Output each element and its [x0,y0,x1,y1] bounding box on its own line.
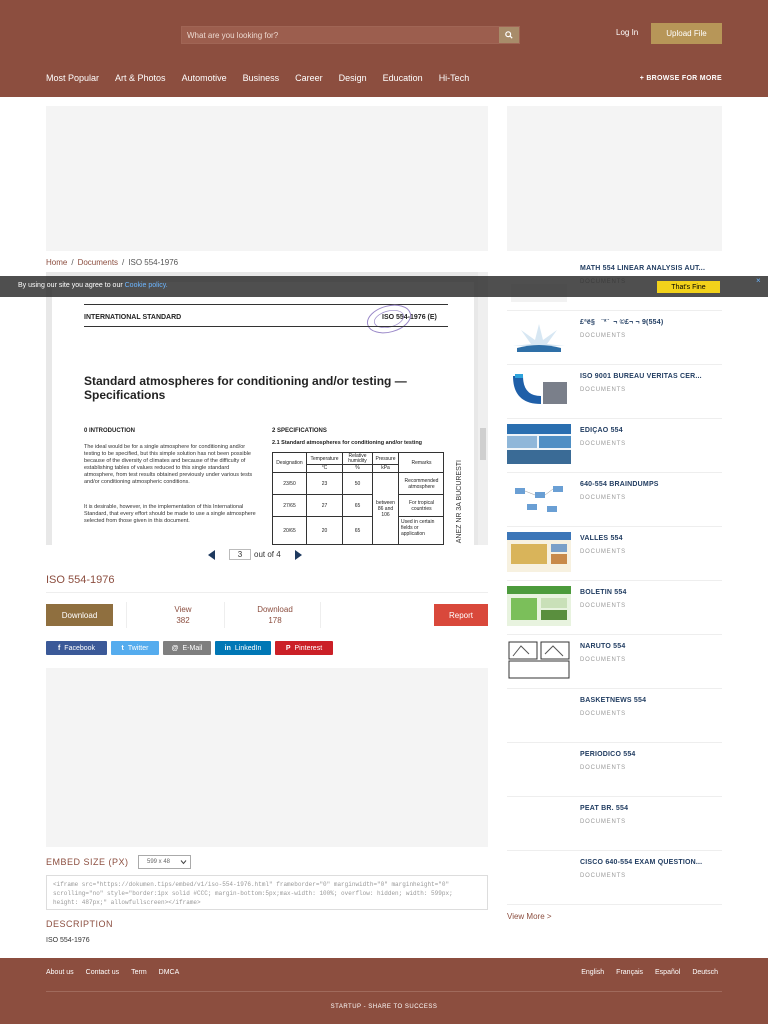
doc-intro-para1: The ideal would be for a single atmosphere for conditioning and/or testing to be specified, but this simple solution has not been possible because of the diversity of climates and because of the difficulty of establishing tables of values reduced to this single standard atmosphere, from test results obtained previously under various tests and/or conditioning atmospheric conditions. [84,444,253,485]
related-item[interactable] [507,689,722,743]
th-humidity: Relative humidity [343,453,373,465]
report-button[interactable]: Report [434,604,488,626]
search-icon [505,31,513,39]
cookie-message-text: By using our site you agree to our [18,282,125,289]
document-thumbnail [507,802,571,842]
linkedin-icon: in [224,644,231,652]
viewer-scroll-thumb[interactable] [480,428,486,460]
lang-francais[interactable]: Français [616,969,644,976]
nav-hi-tech[interactable]: Hi-Tech [438,73,470,83]
related-item[interactable] [507,365,722,419]
th-temperature: Temperature [307,453,343,465]
nav-design[interactable]: Design [338,73,367,83]
footer-term-link[interactable]: Term [131,969,147,976]
cell-r2-c5: For tropical countries [399,495,444,517]
related-item[interactable] [507,311,722,365]
nav-business[interactable]: Business [242,73,280,83]
doc-side-stamp: ANEZ NR 3A BUCURESTI [456,460,463,544]
document-thumbnail [507,316,571,356]
related-item-title[interactable]: PERIODICO 554 [580,751,636,758]
document-thumbnail [507,370,571,410]
related-item-title[interactable]: MATH 554 LINEAR ANALYSIS AUT... [580,265,706,272]
th-remarks: Remarks [399,453,444,473]
upload-file-button[interactable]: Upload File [651,23,722,44]
login-link[interactable]: Log In [616,28,639,37]
ad-banner-side [507,106,722,251]
breadcrumb-home[interactable]: Home [46,258,68,267]
related-item[interactable] [507,851,722,905]
unit-humidity: % [343,465,373,473]
search-button[interactable] [499,27,519,43]
cell-r1-c5: Recommended atmosphere [399,473,444,495]
cookie-message [18,282,168,289]
related-item-title[interactable]: ISO 9001 BUREAU VERITAS CER... [580,373,702,380]
divider [126,602,127,628]
cell-r2-c1: 27/65 [273,495,307,517]
doc-section-intro: 0 INTRODUCTION [84,428,135,434]
share-email-label: E-Mail [182,644,203,652]
related-item-title[interactable]: EDIÇÃO 554 [580,427,623,434]
document-viewer[interactable] [46,272,488,545]
lang-espanol[interactable]: Español [655,969,681,976]
share-twitter-label: Twitter [127,644,149,652]
related-item-type: DOCUMENTS [580,657,626,663]
th-pressure: Pressure [373,453,399,465]
view-stat [153,604,213,626]
related-item-title[interactable]: £ªẽ§¯ ˜ª˜¯¬ ©£¬ ¬ 9(554) [580,319,664,326]
document-page [52,282,474,545]
page-number-input[interactable]: 3 [229,549,251,560]
related-item[interactable] [507,635,722,689]
th-designation: Designation [273,453,307,473]
footer-about-link[interactable]: About us [46,969,74,976]
embed-size-label: EMBED SIZE (PX) [46,857,129,867]
language-links [569,969,718,976]
breadcrumb: Home / Documents / ISO 554-1976 [46,258,179,267]
browse-more-link[interactable]: + BROWSE FOR MORE [639,75,722,82]
cell-r1-c2: 23 [307,473,343,495]
divider [46,592,488,593]
cell-r1-c3: 50 [343,473,373,495]
related-item-title[interactable]: CISCO 640-554 EXAM QUESTION... [580,859,703,866]
nav-education[interactable]: Education [382,73,423,83]
related-item-type: DOCUMENTS [580,333,626,339]
breadcrumb-current: ISO 554-1976 [128,258,179,267]
share-facebook-button[interactable] [46,641,107,655]
document-thumbnail [507,478,571,518]
embed-size-value: 599 x 48 [147,859,171,865]
doc-header-left: INTERNATIONAL STANDARD [84,314,182,321]
divider [320,602,321,628]
unit-pressure: kPa [373,465,399,473]
chevron-down-icon [180,859,187,865]
download-button[interactable]: Download [46,604,113,626]
share-pinterest-label: Pinterest [294,644,323,652]
close-icon[interactable]: × [756,276,761,285]
share-linkedin-button[interactable] [215,641,271,655]
embed-code-textarea[interactable]: <iframe src="https://dokumen.tips/embed/v1/iso-554-1976.html" frameborder="0" marginwidth="0" marginheight="0" scrolling="no" style="border:1px solid #CCC; margin-bottom:5px;max-width: 100%; overflow: hidden; width: 599px; height: 487px;" allowfullscreen></iframe> [46,875,488,910]
cell-r2-c3: 65 [343,495,373,517]
doc-intro-para2: It is desirable, however, in the implementation of this International Standard, that every effort should be made to use a single atmosphere selected from those given in this document. [84,504,256,524]
share-facebook-label: Facebook [64,644,96,652]
footer-links [46,969,191,976]
related-item-title[interactable]: BOLETIN 554 [580,589,627,596]
doc-section-specs: 2 SPECIFICATIONS [272,428,327,434]
viewer-scrollbar[interactable] [478,272,488,545]
facebook-icon: f [57,644,61,652]
related-item-type: DOCUMENTS [580,711,626,717]
footer-dmca-link[interactable]: DMCA [158,969,180,976]
footer-tagline: STARTUP - SHARE TO SUCCESS [330,1004,438,1010]
cell-r3-c2: 20 [307,517,343,545]
embed-size-select[interactable] [138,855,191,869]
document-thumbnail [507,748,571,788]
related-item[interactable] [507,527,722,581]
ad-banner-mid [46,668,488,847]
related-item-type: DOCUMENTS [580,765,626,771]
category-nav [46,73,485,83]
share-email-button[interactable] [163,641,211,655]
description-label: DESCRIPTION [46,919,114,929]
next-page-icon[interactable] [295,550,302,560]
document-title: ISO 554-1976 [46,574,115,586]
document-thumbnail [507,640,571,680]
pinterest-icon: P [285,644,291,652]
document-thumbnail [507,424,571,464]
nav-career[interactable]: Career [295,73,323,83]
related-item-title[interactable]: NARUTO 554 [580,643,626,650]
document-thumbnail [507,586,571,626]
search-bar [181,26,520,44]
related-item-type: DOCUMENTS [580,819,626,825]
cookie-policy-link[interactable]: Cookie policy. [124,282,168,289]
related-item[interactable] [507,743,722,797]
cell-r3-c1: 20/65 [273,517,307,545]
prev-page-icon[interactable] [208,550,215,560]
view-label: View [174,605,192,614]
description-text: ISO 554-1976 [46,937,90,944]
cell-r2-c2: 27 [307,495,343,517]
related-item-type: DOCUMENTS [580,441,626,447]
cookie-banner [0,276,768,297]
page-total-label: out of 4 [254,550,281,559]
site-footer [0,958,768,1024]
search-input[interactable] [182,27,500,43]
related-item[interactable] [507,419,722,473]
related-item-title[interactable]: 640-554 BRAINDUMPS [580,481,659,488]
twitter-icon: t [121,644,124,652]
nav-automotive[interactable]: Automotive [181,73,227,83]
lang-english[interactable]: English [581,969,605,976]
document-thumbnail [507,532,571,572]
nav-most-popular[interactable]: Most Popular [46,73,100,83]
related-item-title[interactable]: VALLES 554 [580,535,623,542]
document-thumbnail [507,856,571,896]
spec-table [272,452,444,545]
related-item-type: DOCUMENTS [580,495,626,501]
cell-pressure-merged: between 86 and 106 [373,473,399,545]
divider [224,602,225,628]
ad-banner-top [46,106,488,251]
related-item-title[interactable]: BASKETNEWS 554 [580,697,647,704]
related-item[interactable] [507,797,722,851]
related-item[interactable] [507,581,722,635]
email-icon: @ [171,644,179,652]
page-navigation [208,549,302,560]
share-twitter-button[interactable] [111,641,159,655]
related-item-type: DOCUMENTS [580,387,626,393]
breadcrumb-documents[interactable]: Documents [77,258,119,267]
related-item-title[interactable]: PEAT BR. 554 [580,805,629,812]
view-count: 382 [176,616,190,625]
share-pinterest-button[interactable] [275,641,333,655]
divider [46,991,722,992]
view-more-link[interactable]: View More > [507,912,552,921]
nav-art-photos[interactable]: Art & Photos [115,73,166,83]
related-item-type: DOCUMENTS [580,873,626,879]
unit-temperature: °C [307,465,343,473]
related-item-type: DOCUMENTS [580,549,626,555]
share-linkedin-label: LinkedIn [234,644,262,652]
lang-deutsch[interactable]: Deutsch [692,969,718,976]
cell-r3-c5: Used in certain fields or application [401,519,435,537]
related-item-type: DOCUMENTS [580,603,626,609]
download-label: Download [257,605,293,614]
cell-r3-c3: 65 [343,517,373,545]
footer-contact-link[interactable]: Contact us [85,969,120,976]
doc-heading-line1: Standard atmospheres for conditioning and/or testing — [84,374,407,388]
doc-header-right: ISO 554-1976 (E) [382,314,437,321]
cell-r1-c1: 23/50 [273,473,307,495]
related-item[interactable] [507,473,722,527]
doc-heading-line2: Specifications [84,388,166,402]
stamp-icon [364,302,414,336]
download-count: 178 [268,616,282,625]
cookie-accept-button[interactable]: That's Fine [657,281,720,293]
document-thumbnail [507,694,571,734]
site-header [0,0,768,97]
download-stat [245,604,305,626]
doc-section-21: 2.1 Standard atmospheres for conditioning and/or testing [272,440,423,446]
